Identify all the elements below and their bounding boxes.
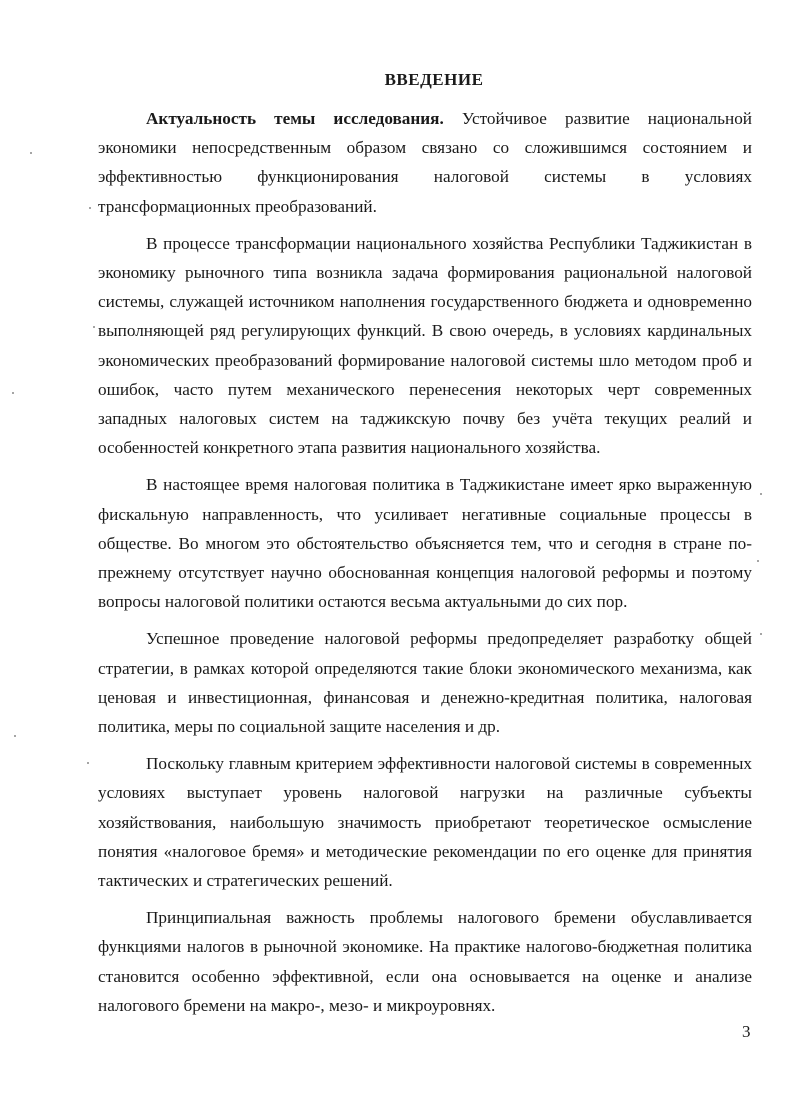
scan-speck	[760, 633, 762, 635]
scan-speck	[30, 152, 32, 154]
paragraph-intro	[98, 104, 752, 221]
paragraph-3: Успешное проведение налоговой реформы предопределяет разработку общей стратегии, в рамках которой определяются такие блоки экономического механизма, как ценовая и инвестиционная, финансовая и денежно-кредитная политика, налоговая политика, меры по социальной защите населения и др.	[98, 629, 752, 737]
paragraph-4: Поскольку главным критерием эффективности налоговой системы в современных условиях выступает уровень налоговой нагрузки на различные субъекты хозяйствования, наибольшую значимость приобретают теоретическое осмысление понятия «налоговое бремя» и методические рекомендации по его оценке для принятия тактических и стратегических решений.	[98, 754, 752, 891]
intro-text: Устойчивое развитие национальной экономики непосредственным образом связано со сложившимся состоянием и эффективностью функционирования налоговой системы в условиях трансформационных преобразований.	[98, 109, 752, 216]
scan-speck	[760, 493, 762, 495]
scan-speck	[757, 560, 759, 562]
scan-speck	[12, 392, 14, 394]
page-heading: ВВЕДЕНИЕ	[384, 70, 484, 89]
intro-bold-lead: Актуальность темы исследования.	[146, 109, 444, 128]
scan-speck	[93, 326, 95, 328]
paragraph-2: В настоящее время налоговая политика в Таджикистане имеет ярко выраженную фискальную направленность, что усиливает негативные социальные процессы в обществе. Во многом это обстоятельство объясняется тем, что и сегодня в стране по-прежнему отсутствует научно обоснованная концепция налоговой реформы и поэтому вопросы налоговой политики остаются весьма актуальными до сих пор.	[98, 475, 752, 612]
scan-speck	[89, 207, 91, 209]
scan-speck	[87, 762, 89, 764]
page-number: 3	[742, 1022, 751, 1041]
paragraph-1: В процессе трансформации национального хозяйства Республики Таджикистан в экономику рыночного типа возникла задача формирования рациональной налоговой системы, служащей источником наполнения государственного бюджета и одновременно выполняющей ряд регулирующих функций. В свою очередь, в условиях кардинальных экономических преобразований формирование налоговой системы шло методом проб и ошибок, часто путем механического перенесения некоторых черт современных западных налоговых систем на таджикскую почву без учёта текущих реалий и особенностей конкретного этапа развития национального хозяйства.	[98, 233, 752, 458]
body-text	[98, 104, 752, 1028]
scan-speck	[14, 735, 16, 737]
paragraph-5: Принципиальная важность проблемы налогового бремени обуславливается функциями налогов в рыночной экономике. На практике налогово-бюджетная политика становится особенно эффективной, если она основывается на оценке и анализе налогового бремени на макро-, мезо- и микроуровнях.	[98, 908, 752, 1015]
